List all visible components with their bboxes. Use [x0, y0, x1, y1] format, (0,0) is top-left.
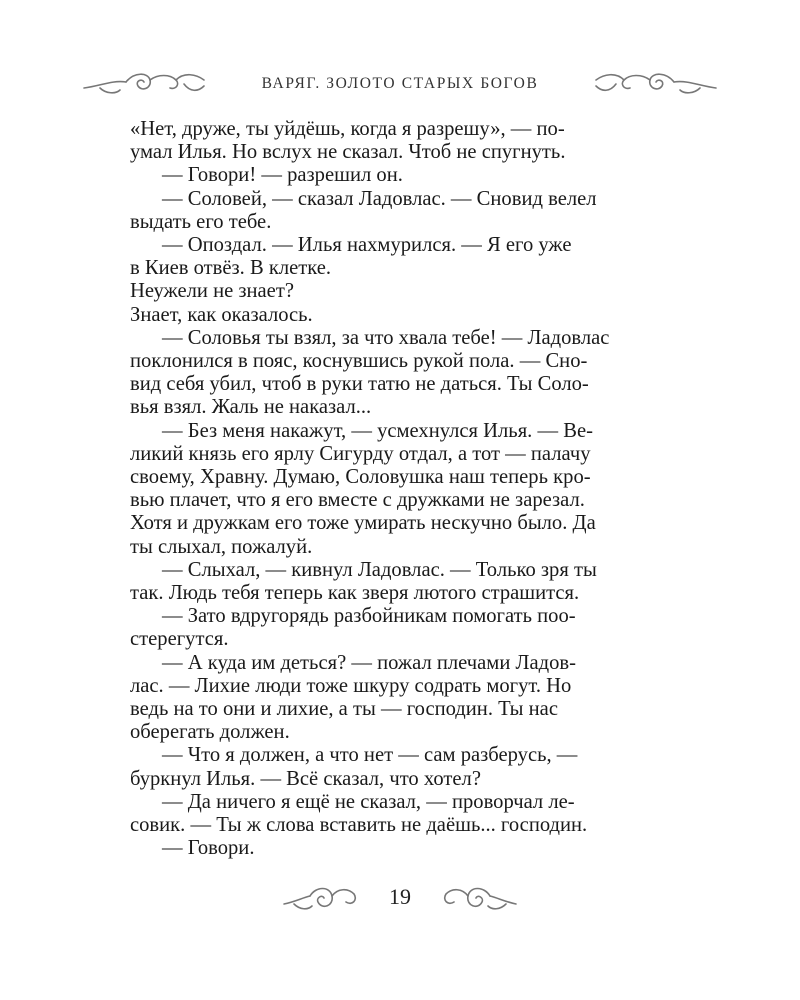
text-line: — Говори.: [162, 837, 255, 860]
text-line: поклонился в пояс, коснувшись рукой пола. — Сно-: [130, 350, 588, 373]
text-line: — Зато вдругорядь разбойникам помогать поо-: [162, 605, 576, 628]
text-line: вью плачет, что я его вместе с дружками не зарезал.: [130, 489, 585, 512]
text-line: стерегутся.: [130, 628, 229, 651]
page-number: 19: [389, 884, 411, 909]
text-line: оберегать должен.: [130, 721, 290, 744]
text-line: выдать его тебе.: [130, 210, 272, 233]
text-line: — Без меня накажут, — усмехнулся Илья. — Ве-: [162, 419, 593, 442]
text-line: вья взял. Жаль не наказал...: [130, 396, 372, 419]
text-line: — Опоздал. — Илья нахмурился. — Я его уже: [162, 234, 572, 257]
book-title: ВАРЯГ. ЗОЛОТО СТАРЫХ БОГОВ: [261, 75, 539, 92]
text-line: — Соловей, — сказал Ладовлас. — Сновид велел: [162, 187, 597, 210]
text-line: ты слыхал, пожалуй.: [130, 535, 313, 558]
text-line: Неужели не знает?: [130, 280, 294, 303]
text-line: совик. — Ты ж слова вставить не даёшь... господин.: [130, 814, 588, 837]
text-line: так. Людь тебя теперь как зверя лютого страшится.: [130, 582, 580, 605]
text-line: Хотя и дружкам его тоже умирать нескучно было. Да: [130, 512, 596, 535]
text-line: — Что я должен, а что нет — сам разберусь, —: [162, 744, 578, 767]
text-line: Знает, как оказалось.: [130, 303, 313, 326]
running-head: [80, 66, 720, 100]
text-line: в Киев отвёз. В клетке.: [130, 257, 332, 280]
text-line: — А куда им деться? — пожал плечами Ладов-: [162, 651, 576, 674]
page-footer: [280, 876, 520, 920]
text-line: — Соловья ты взял, за что хвала тебе! — Ладовлас: [162, 326, 610, 349]
text-line: своему, Хравну. Думаю, Соловушка наш теперь кро-: [130, 466, 591, 489]
text-line: буркнул Илья. — Всё сказал, что хотел?: [130, 767, 481, 790]
text-line: «Нет, друже, ты уйдёшь, когда я разрешу», — по-: [130, 118, 565, 140]
text-line: умал Илья. Но вслух не сказал. Чтоб не спугнуть.: [130, 141, 566, 164]
flourish-ornament-right-icon: [592, 66, 720, 100]
text-line: — Да ничего я ещё не сказал, — проворчал ле-: [162, 790, 575, 813]
text-line: — Говори! — разрешил он.: [162, 164, 403, 187]
flourish-ornament-right-icon: [440, 878, 520, 918]
text-line: ведь на то они и лихие, а ты — господин. Ты нас: [130, 698, 558, 721]
text-line: — Слыхал, — кивнул Ладовлас. — Только зря ты: [162, 558, 597, 581]
text-line: лас. — Лихие люди тоже шкуру содрать могут. Но: [130, 674, 572, 697]
text-line: ликий князь его ярлу Сигурду отдал, а тот — палачу: [130, 442, 591, 465]
text-line: вид себя убил, чтоб в руки татю не даться. Ты Соло-: [130, 373, 589, 396]
page-body-text: [130, 118, 660, 861]
